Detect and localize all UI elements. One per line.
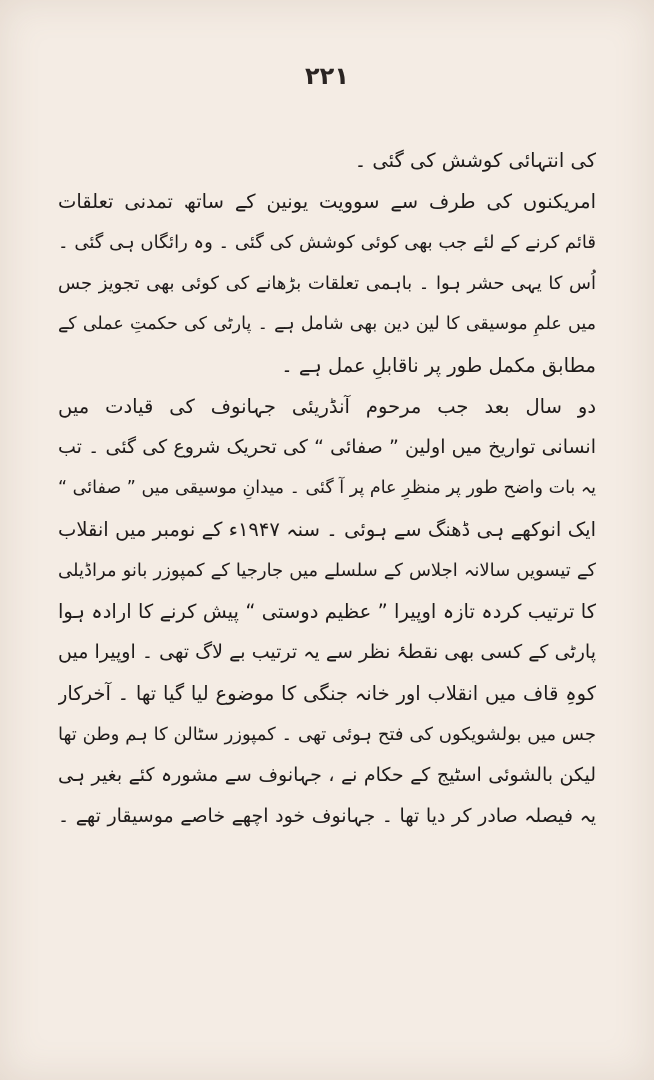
text-line: انسانی تواریخ میں اولین ” صفائی “ کی تحریک شروع کی گئی ۔ تب <box>58 436 596 458</box>
text-line: یہ فیصلہ صادر کر دیا تھا ۔ جہانوف خود اچھے خاصے موسیقار تھے ۔ <box>58 805 596 827</box>
page-number: ۲۲۱ <box>305 62 349 90</box>
text-line: کے تیسویں سالانہ اجلاس کے سلسلے میں جارجیا کے کمپوزر بانو مراڈیلی <box>58 560 596 581</box>
text-line: مطابق مکمل طور پر ناقابلِ عمل ہے ۔ <box>281 354 596 377</box>
text-line: کا ترتیب کردہ تازہ اوپیرا ” عظیم دوستی “ پیش کرنے کا ارادہ ہوا <box>58 600 596 623</box>
text-line: میں علمِ موسیقی کا لین دین بھی شامل ہے ۔ پارٹی کی حکمتِ عملی کے <box>58 314 596 334</box>
text-line: کی انتہائی کوشش کی گئی ۔ <box>354 149 596 172</box>
text-line: امریکنوں کی طرف سے سوویت یونین کے ساتھ تمدنی تعلقات <box>58 190 596 213</box>
text-line: جس میں بولشویکوں کی فتح ہوئی تھی ۔ کمپوزر سٹالن کا ہم وطن تھا <box>58 724 596 745</box>
text-line: اُس کا یہی حشر ہوا ۔ باہمی تعلقات بڑھانے کی کوئی بھی تجویز جس <box>58 273 596 294</box>
text-line: پارٹی کے کسی بھی نقطۂ نظر سے یہ ترتیب بے لاگ تھی ۔ اوپیرا میں <box>58 641 596 663</box>
text-line: قائم کرنے کے لئے جب بھی کوئی کوشش کی گئی ۔ وہ رائگاں ہی گئی ۔ <box>58 232 596 253</box>
text-line: ایک انوکھے ہی ڈھنگ سے ہوئی ۔ سنہ ۱۹۴۷ء کے نومبر میں انقلاب <box>58 518 596 541</box>
text-line: لیکن بالشوئی اسٹیج کے حکام نے ، جہانوف سے مشورہ کئے بغیر ہی <box>58 764 596 786</box>
text-line: دو سال بعد جب مرحوم آنڈریئی جہانوف کی قیادت میں <box>58 395 596 418</box>
text-line: یہ بات واضح طور پر منظرِ عام پر آ گئی ۔ میدانِ موسیقی میں ” صفائی “ <box>58 478 596 498</box>
text-line: کوہِ قاف میں انقلاب اور خانہ جنگی کا موضوع لیا گیا تھا ۔ آخرکار <box>58 682 596 705</box>
body-text <box>58 140 596 837</box>
